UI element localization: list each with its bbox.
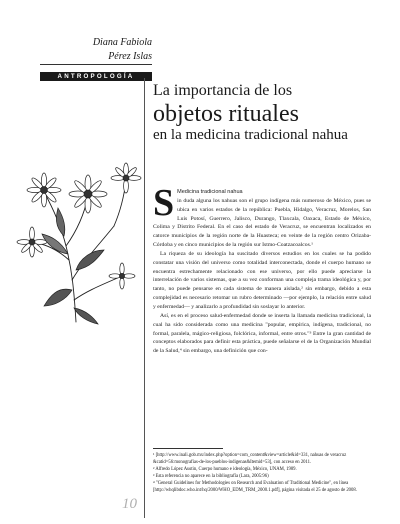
article-body xyxy=(153,182,371,356)
section-label: ANTROPOLOGÍA xyxy=(40,72,152,81)
column-rule xyxy=(144,78,145,518)
author-last-name: Pérez Islas xyxy=(108,51,152,62)
title-line-3: en la medicina tradicional nahua xyxy=(153,127,348,143)
author-divider xyxy=(40,64,152,65)
title-line-2: objetos rituales xyxy=(153,101,299,127)
author-first-name: Diana Fabiola xyxy=(92,37,152,48)
footnotes xyxy=(153,452,371,494)
botanical-illustration xyxy=(14,150,144,326)
article-title xyxy=(153,83,373,143)
title-line-1: La importancia de los xyxy=(153,82,293,99)
footnote-3: ³ Esta referencia no aparece en la bibliografía (Lara, 2005:96) xyxy=(153,474,269,479)
footnote-4: ⁴ "General Guidelines for Methodologies on Research and Evaluation of Traditional Medicine", en línea [http://whqlibdoc.who.int/hq/2000/WHO_EDM_TRM_2000.1.pdf], página visitada el 25 de agosto de 2008. xyxy=(153,481,357,493)
section-subheading: Medicina tradicional nahua xyxy=(177,189,243,195)
paragraph-3: Así, es en el proceso salud-enfermedad donde se inserta la llamada medicina tradicional, la cual ha sido considerada como una medicina "popular, empírica, indígena, tradicional, no formal, paralela, mágico-religiosa, folclórica, informal, entre otros."³ Entre la gran cantidad de conceptos elaborados para definir esta práctica, puede señalarse el de la Organización Mundial de la Salud,⁴ sin embargo, una definición que con- xyxy=(153,312,371,355)
author-block xyxy=(40,36,152,64)
footnote-1: ¹ [http://www.inali.gob.mx/index.php?option=com_content&view=article&id=331, nahuas de veracruz &catid=56:monografias-de-los-pueblos-indigenas&Itemid=53], con acceso en 2011. xyxy=(153,453,347,465)
paragraph-1: in duda alguna los nahuas son el grupo indígena más numeroso de México, pues se ubica en varios estados de la república: Puebla, Hidalgo, Veracruz, Morelos, San Luis Potosí, Guerrero, Jalisco, Durango, Tlaxcala, Oaxaca, Estado de México, Colima y Distrito Federal. En el caso del estado de Veracruz, se encuentran localizados en catorce municipios de la región norte de la Huasteca; en veinte de la región centro Orizaba-Córdoba y en cinco municipios de la región sur Istmo-Coatzacoalcos.¹ xyxy=(153,197,371,249)
footnote-divider xyxy=(153,448,223,449)
drop-cap: S xyxy=(153,182,175,224)
paragraph-2: La riqueza de su ideología ha suscitado diversos estudios en los cuales se ha podido constatar una visión del universo como totalidad interconectada, donde el cuerpo humano se encuentra estrechamente relacionado con ese universo, por ello puede apreciarse la interrelación de varios sistemas, que a su vez conforman una compleja trama ideológica y, por tanto, no puede pensarse en cada sistema de manera aislada,² sin embargo, debido a esta complejidad es necesario retomar un rubro determinado —por ejemplo, la relación entre salud y enfermedad— y analizarlo a profundidad sin soslayar lo anterior. xyxy=(153,250,371,310)
page-number: 10 xyxy=(122,496,137,512)
footnote-2: ² Alfredo López Austin, Cuerpo humano e ideología, México, UNAM, 1989. xyxy=(153,467,297,472)
